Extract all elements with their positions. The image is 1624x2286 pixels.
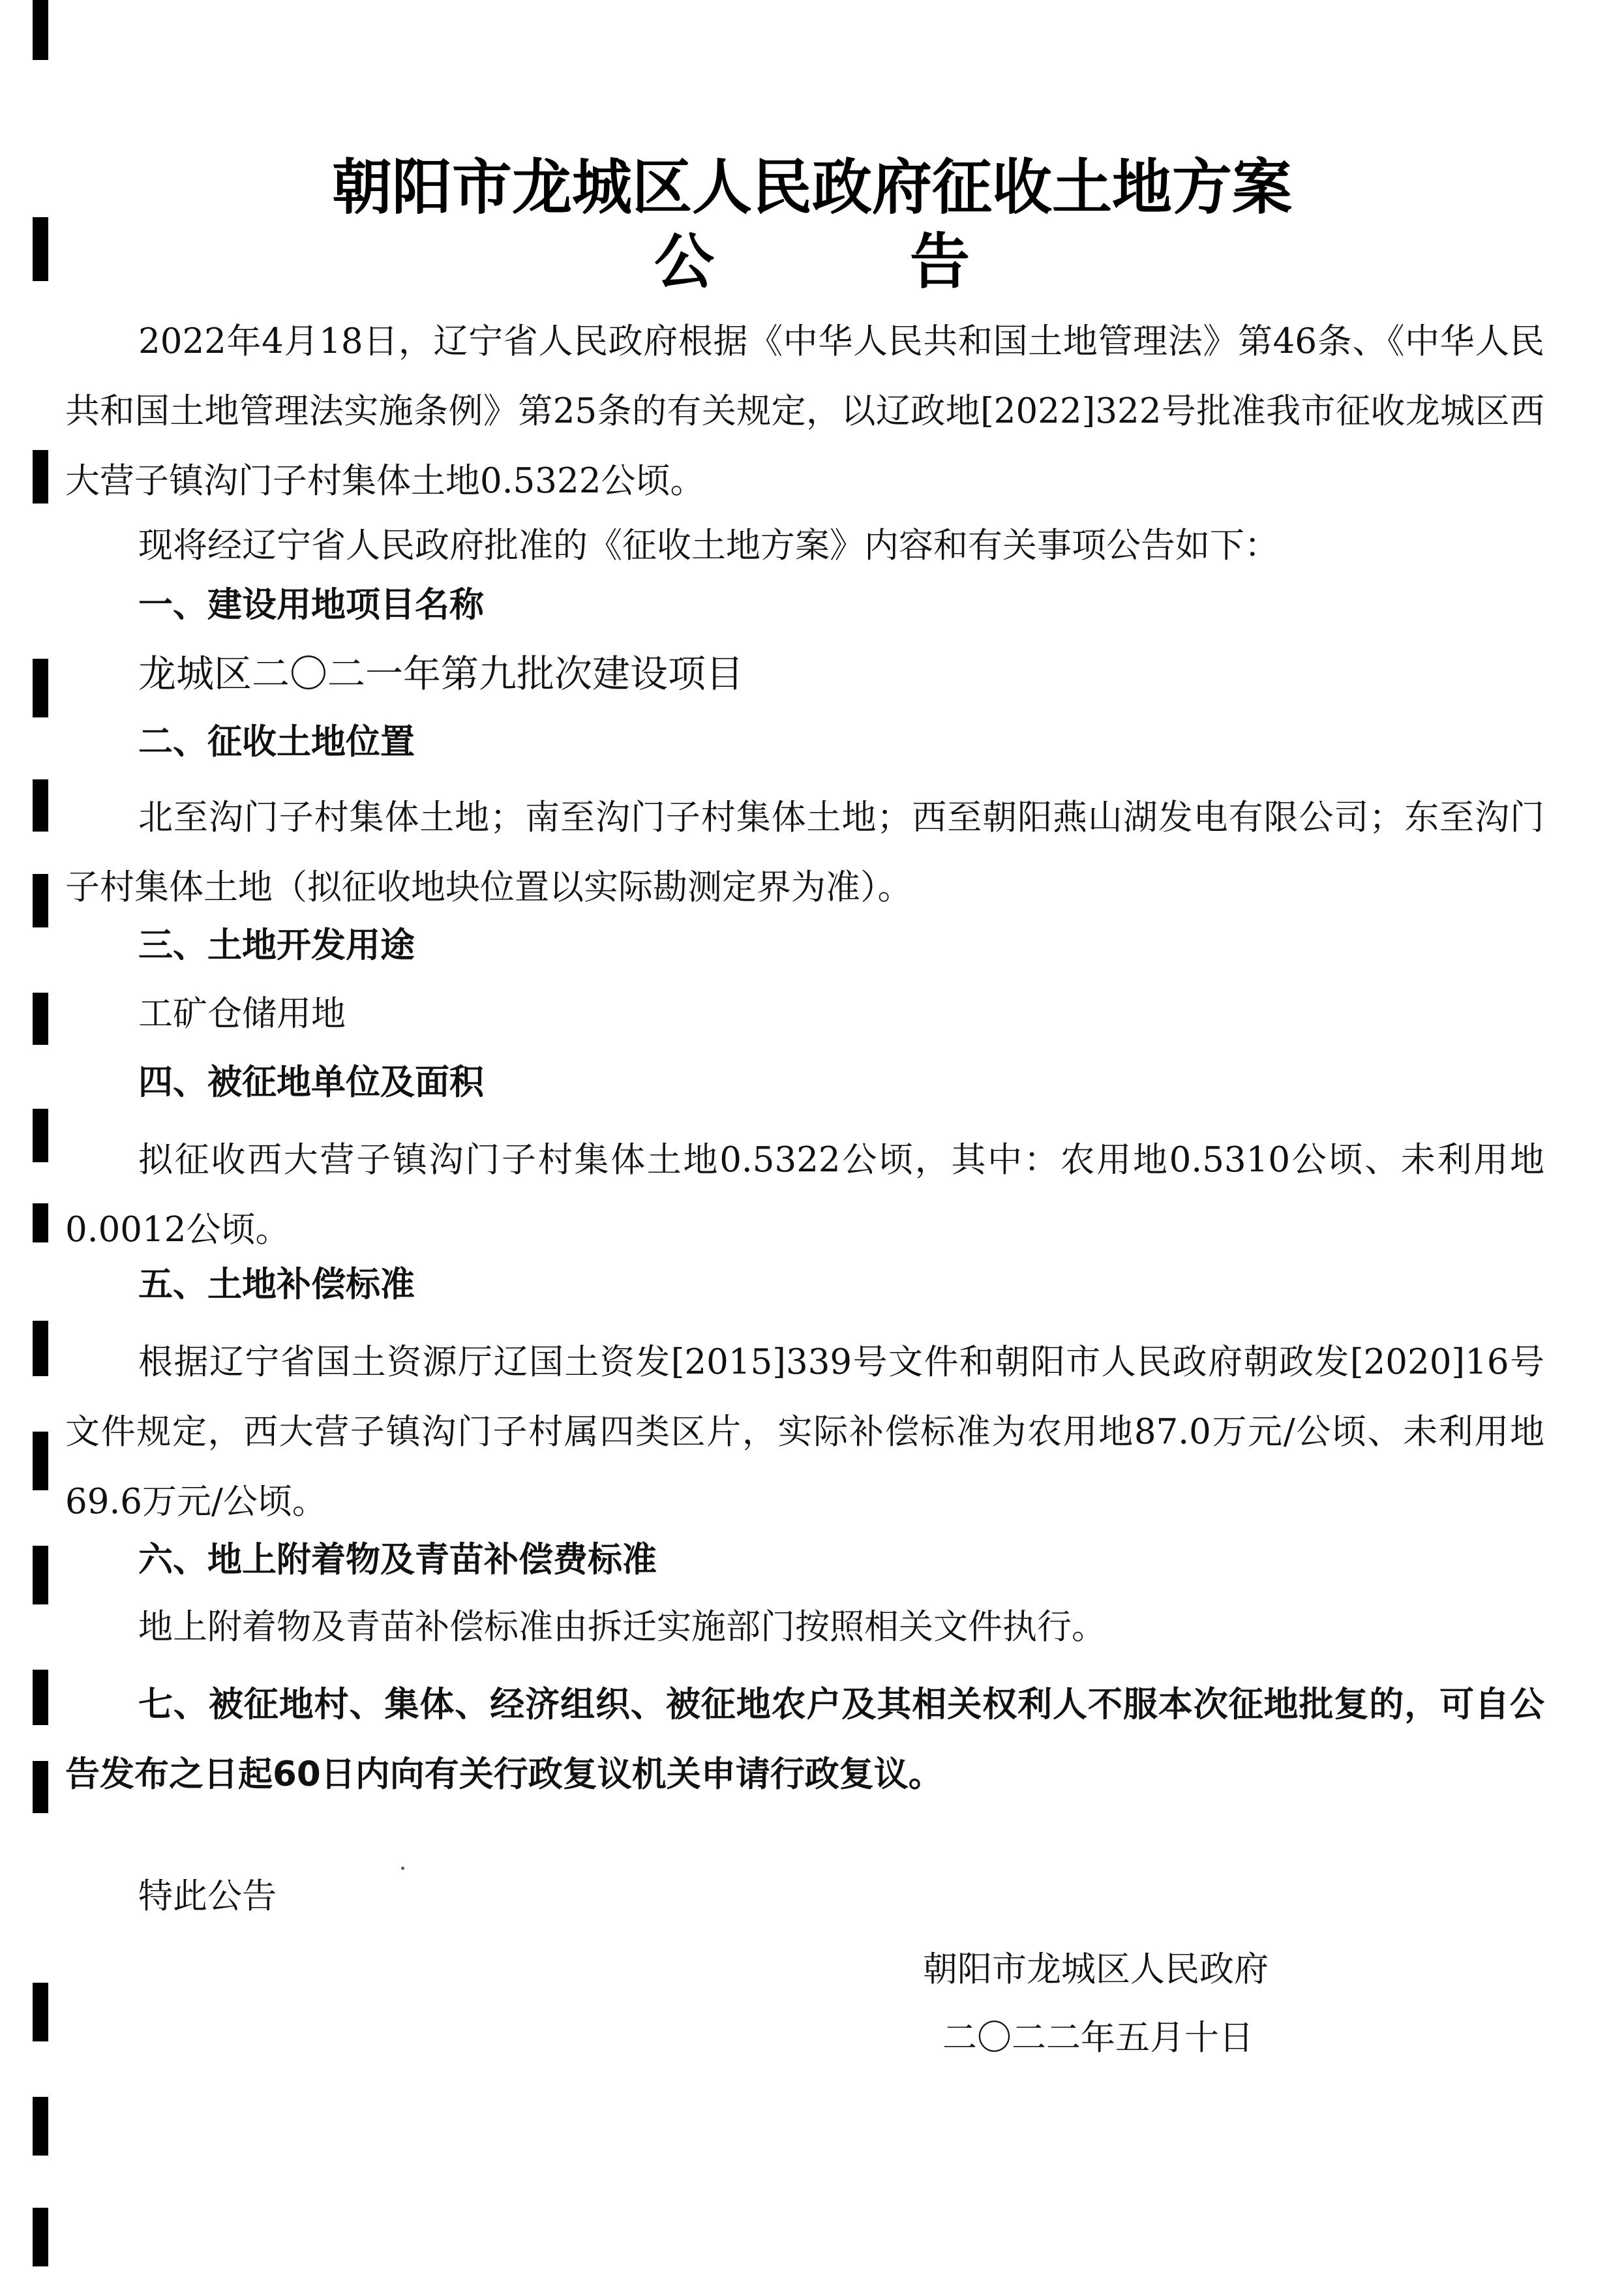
section-body-1: 龙城区二〇二一年第九批次建设项目 — [138, 652, 744, 696]
section-heading-5: 五、土地补偿标准 — [138, 1265, 415, 1304]
scan-mark — [33, 779, 48, 832]
intro-paragraph: 2022年4月18日，辽宁省人民政府根据《中华人民共和国土地管理法》第46条、《中华人民共和国土地管理法实施条例》第25条的有关规定，以辽政地[2022]322号批准我市征收龙城区西大营子镇沟门子村集体土地0.5322公顷。 — [65, 322, 1544, 501]
scan-mark — [33, 1203, 48, 1242]
scan-speck — [401, 1867, 404, 1870]
scan-mark — [33, 450, 48, 504]
lead-paragraph: 现将经辽宁省人民政府批准的《征收土地方案》内容和有关事项公告如下： — [138, 526, 1279, 565]
section-heading-1: 一、建设用地项目名称 — [138, 585, 484, 625]
scan-mark — [33, 1432, 48, 1490]
scan-mark — [33, 1670, 48, 1725]
issue-date: 二〇二二年五月十日 — [942, 2018, 1254, 2058]
section-7-paragraph: 七、被征地村、集体、经济组织、被征地农户及其相关权利人不服本次征地批复的，可自公告发布之日起60日内向有关行政复议机关申请行政复议。 — [65, 1685, 1544, 1794]
section-body-2: 北至沟门子村集体土地；南至沟门子村集体土地；西至朝阳燕山湖发电有限公司；东至沟门子村集体土地（拟征收地块位置以实际勘测定界为准）。 — [65, 798, 1544, 907]
scan-mark — [33, 993, 48, 1045]
section-body-5: 根据辽宁省国土资源厅辽国土资发[2015]339号文件和朝阳市人民政府朝政发[2020]16号文件规定，西大营子镇沟门子村属四类区片，实际补偿标准为农用地87.0万元/公顷、未利用地69.6万元/公顷。 — [65, 1342, 1544, 1522]
issuer-signature: 朝阳市龙城区人民政府 — [923, 1949, 1269, 1989]
document-title: 朝阳市龙城区人民政府征收土地方案 — [331, 153, 1292, 222]
section-heading-6: 六、地上附着物及青苗补偿费标准 — [138, 1540, 657, 1580]
scan-mark — [33, 1321, 48, 1376]
subtitle-char-left: 公 — [654, 227, 714, 297]
scan-mark — [33, 1109, 48, 1162]
scan-mark — [33, 2208, 48, 2266]
scan-mark — [33, 1546, 48, 1604]
subtitle-char-right: 告 — [910, 227, 970, 297]
section-body-4: 拟征收西大营子镇沟门子村集体土地0.5322公顷，其中：农用地0.5310公顷、未利用地0.0012公顷。 — [65, 1140, 1544, 1250]
scan-mark — [33, 1761, 48, 1813]
section-body-3: 工矿仓储用地 — [138, 994, 346, 1034]
section-body-6: 地上附着物及青苗补偿标准由拆迁实施部门按照相关文件执行。 — [138, 1607, 1106, 1647]
scan-mark — [33, 1983, 48, 2041]
section-heading-2: 二、征收土地位置 — [138, 722, 415, 762]
scan-mark — [33, 874, 48, 927]
document-subtitle — [0, 223, 1624, 301]
section-heading-3: 三、土地开发用途 — [138, 925, 415, 965]
scan-mark — [33, 0, 48, 60]
scan-mark — [33, 659, 48, 717]
section-heading-4: 四、被征地单位及面积 — [138, 1062, 484, 1102]
scan-mark — [33, 2097, 48, 2156]
closing-text: 特此公告 — [138, 1876, 277, 1916]
